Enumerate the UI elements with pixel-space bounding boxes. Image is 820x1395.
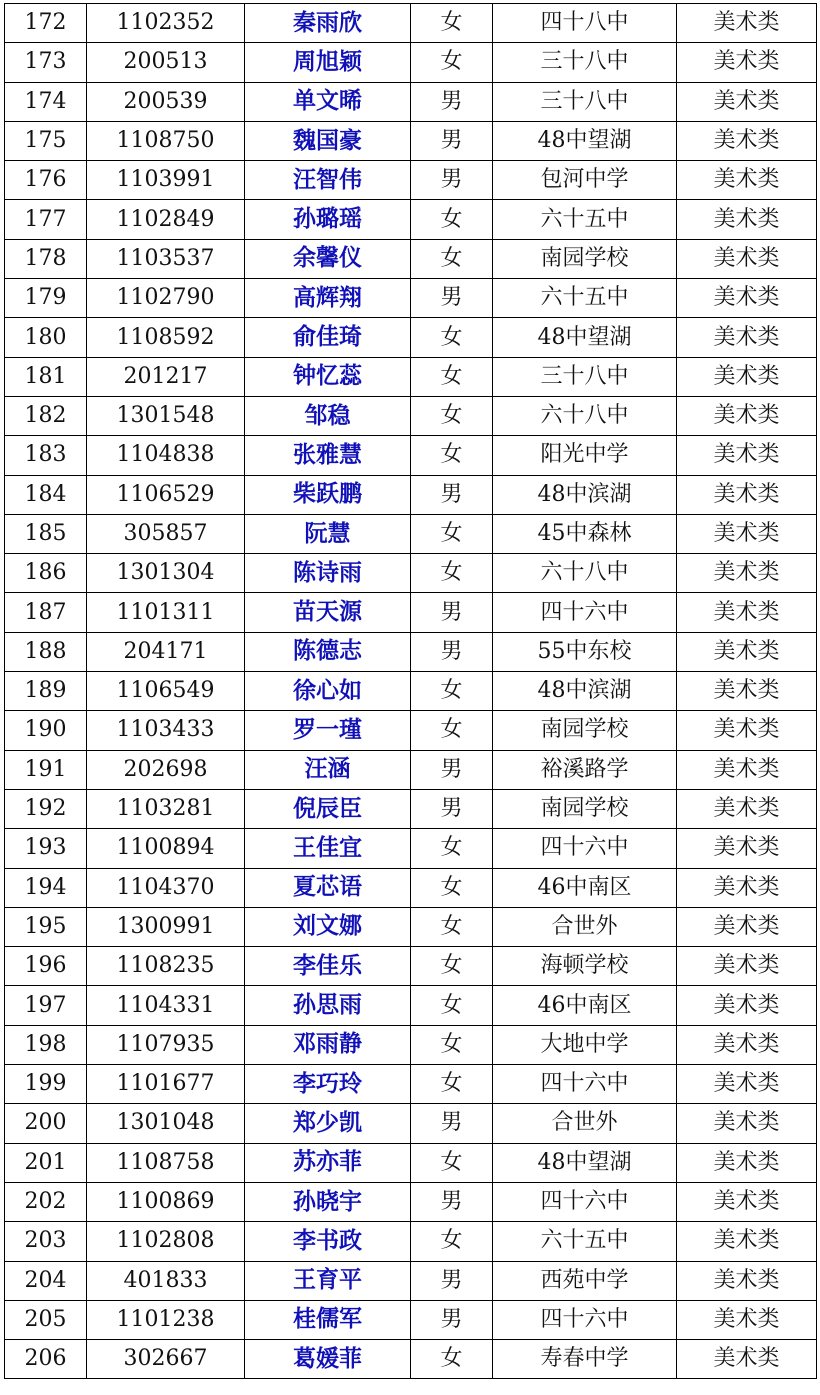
table-row (5, 1104, 817, 1143)
exam-id-cell: 1108758 (87, 1143, 245, 1182)
gender-cell: 女 (411, 1340, 493, 1379)
exam-id-cell: 1101238 (87, 1300, 245, 1339)
table-row (5, 4, 817, 43)
table-row (5, 672, 817, 711)
category-cell: 美术类 (677, 711, 817, 750)
gender-cell: 男 (411, 82, 493, 121)
seq-number-cell: 172 (5, 4, 87, 43)
exam-id-cell: 1102790 (87, 279, 245, 318)
student-name-cell: 魏国豪 (245, 121, 411, 160)
school-cell: 包河中学 (493, 161, 677, 200)
category-cell: 美术类 (677, 514, 817, 553)
school-cell: 西苑中学 (493, 1261, 677, 1300)
exam-id-cell: 1107935 (87, 1025, 245, 1064)
exam-id-cell: 1103991 (87, 161, 245, 200)
table-row (5, 318, 817, 357)
school-cell: 阳光中学 (493, 436, 677, 475)
exam-id-cell: 204171 (87, 632, 245, 671)
gender-cell: 男 (411, 279, 493, 318)
table-row (5, 947, 817, 986)
table-row (5, 868, 817, 907)
exam-id-cell: 1101677 (87, 1065, 245, 1104)
gender-cell: 女 (411, 1025, 493, 1064)
school-cell: 六十八中 (493, 396, 677, 435)
student-name-cell: 柴跃鹏 (245, 475, 411, 514)
school-cell: 六十八中 (493, 554, 677, 593)
school-cell: 六十五中 (493, 279, 677, 318)
category-cell: 美术类 (677, 593, 817, 632)
school-cell: 46中南区 (493, 986, 677, 1025)
student-name-cell: 苗天源 (245, 593, 411, 632)
student-name-cell: 李巧玲 (245, 1065, 411, 1104)
exam-id-cell: 1100869 (87, 1182, 245, 1221)
student-name-cell: 俞佳琦 (245, 318, 411, 357)
category-cell: 美术类 (677, 1143, 817, 1182)
exam-id-cell: 1108592 (87, 318, 245, 357)
category-cell: 美术类 (677, 986, 817, 1025)
school-cell: 48中望湖 (493, 121, 677, 160)
gender-cell: 女 (411, 868, 493, 907)
category-cell: 美术类 (677, 789, 817, 828)
category-cell: 美术类 (677, 672, 817, 711)
seq-number-cell: 191 (5, 750, 87, 789)
seq-number-cell: 186 (5, 554, 87, 593)
gender-cell: 男 (411, 1300, 493, 1339)
student-name-cell: 罗一瑾 (245, 711, 411, 750)
table-row (5, 161, 817, 200)
school-cell: 48中滨湖 (493, 672, 677, 711)
seq-number-cell: 175 (5, 121, 87, 160)
school-cell: 四十八中 (493, 4, 677, 43)
student-name-cell: 汪智伟 (245, 161, 411, 200)
category-cell: 美术类 (677, 1340, 817, 1379)
category-cell: 美术类 (677, 279, 817, 318)
seq-number-cell: 204 (5, 1261, 87, 1300)
table-row (5, 121, 817, 160)
school-cell: 四十六中 (493, 1300, 677, 1339)
gender-cell: 男 (411, 593, 493, 632)
gender-cell: 女 (411, 947, 493, 986)
category-cell: 美术类 (677, 829, 817, 868)
school-cell: 南园学校 (493, 239, 677, 278)
exam-id-cell: 401833 (87, 1261, 245, 1300)
seq-number-cell: 177 (5, 200, 87, 239)
table-row (5, 593, 817, 632)
exam-id-cell: 1104331 (87, 986, 245, 1025)
school-cell: 三十八中 (493, 43, 677, 82)
category-cell: 美术类 (677, 1104, 817, 1143)
table-row (5, 554, 817, 593)
table-row (5, 514, 817, 553)
exam-id-cell: 1106549 (87, 672, 245, 711)
category-cell: 美术类 (677, 907, 817, 946)
seq-number-cell: 185 (5, 514, 87, 553)
gender-cell: 男 (411, 1182, 493, 1221)
seq-number-cell: 199 (5, 1065, 87, 1104)
gender-cell: 男 (411, 1104, 493, 1143)
gender-cell: 女 (411, 711, 493, 750)
exam-id-cell: 1104838 (87, 436, 245, 475)
student-name-cell: 陈诗雨 (245, 554, 411, 593)
table-row (5, 907, 817, 946)
gender-cell: 女 (411, 1065, 493, 1104)
student-name-cell: 夏芯语 (245, 868, 411, 907)
gender-cell: 女 (411, 4, 493, 43)
exam-id-cell: 1103281 (87, 789, 245, 828)
exam-id-cell: 202698 (87, 750, 245, 789)
gender-cell: 女 (411, 554, 493, 593)
category-cell: 美术类 (677, 554, 817, 593)
exam-id-cell: 302667 (87, 1340, 245, 1379)
school-cell: 六十五中 (493, 200, 677, 239)
student-name-cell: 汪涵 (245, 750, 411, 789)
exam-id-cell: 1102849 (87, 200, 245, 239)
seq-number-cell: 203 (5, 1222, 87, 1261)
seq-number-cell: 173 (5, 43, 87, 82)
category-cell: 美术类 (677, 161, 817, 200)
exam-id-cell: 1301048 (87, 1104, 245, 1143)
category-cell: 美术类 (677, 1182, 817, 1221)
table-row (5, 1222, 817, 1261)
table-row (5, 986, 817, 1025)
seq-number-cell: 189 (5, 672, 87, 711)
student-name-cell: 李书政 (245, 1222, 411, 1261)
student-name-cell: 钟忆蕊 (245, 357, 411, 396)
category-cell: 美术类 (677, 947, 817, 986)
school-cell: 48中滨湖 (493, 475, 677, 514)
gender-cell: 女 (411, 396, 493, 435)
student-name-cell: 刘文娜 (245, 907, 411, 946)
seq-number-cell: 205 (5, 1300, 87, 1339)
table-row (5, 1261, 817, 1300)
category-cell: 美术类 (677, 4, 817, 43)
school-cell: 三十八中 (493, 357, 677, 396)
category-cell: 美术类 (677, 396, 817, 435)
student-name-cell: 徐心如 (245, 672, 411, 711)
gender-cell: 女 (411, 907, 493, 946)
seq-number-cell: 198 (5, 1025, 87, 1064)
student-name-cell: 高辉翔 (245, 279, 411, 318)
student-name-cell: 阮慧 (245, 514, 411, 553)
gender-cell: 女 (411, 672, 493, 711)
student-name-cell: 张雅慧 (245, 436, 411, 475)
roster-body (5, 4, 817, 1379)
gender-cell: 男 (411, 161, 493, 200)
school-cell: 海顿学校 (493, 947, 677, 986)
school-cell: 46中南区 (493, 868, 677, 907)
exam-id-cell: 1103537 (87, 239, 245, 278)
gender-cell: 男 (411, 632, 493, 671)
table-row (5, 239, 817, 278)
table-row (5, 829, 817, 868)
exam-id-cell: 1102352 (87, 4, 245, 43)
gender-cell: 女 (411, 318, 493, 357)
seq-number-cell: 188 (5, 632, 87, 671)
category-cell: 美术类 (677, 868, 817, 907)
student-name-cell: 苏亦菲 (245, 1143, 411, 1182)
category-cell: 美术类 (677, 200, 817, 239)
seq-number-cell: 200 (5, 1104, 87, 1143)
school-cell: 裕溪路学 (493, 750, 677, 789)
student-name-cell: 秦雨欣 (245, 4, 411, 43)
exam-id-cell: 1108750 (87, 121, 245, 160)
exam-id-cell: 1106529 (87, 475, 245, 514)
exam-id-cell: 1103433 (87, 711, 245, 750)
exam-id-cell: 200539 (87, 82, 245, 121)
seq-number-cell: 181 (5, 357, 87, 396)
table-row (5, 1025, 817, 1064)
category-cell: 美术类 (677, 121, 817, 160)
table-row (5, 632, 817, 671)
school-cell: 合世外 (493, 1104, 677, 1143)
student-name-cell: 陈德志 (245, 632, 411, 671)
seq-number-cell: 187 (5, 593, 87, 632)
student-name-cell: 孙思雨 (245, 986, 411, 1025)
exam-id-cell: 1301304 (87, 554, 245, 593)
school-cell: 四十六中 (493, 1065, 677, 1104)
seq-number-cell: 192 (5, 789, 87, 828)
table-row (5, 1143, 817, 1182)
student-name-cell: 倪辰臣 (245, 789, 411, 828)
seq-number-cell: 180 (5, 318, 87, 357)
category-cell: 美术类 (677, 1065, 817, 1104)
student-name-cell: 单文晞 (245, 82, 411, 121)
school-cell: 三十八中 (493, 82, 677, 121)
table-row (5, 1065, 817, 1104)
gender-cell: 女 (411, 514, 493, 553)
student-name-cell: 郑少凯 (245, 1104, 411, 1143)
student-roster-table (4, 3, 817, 1379)
seq-number-cell: 206 (5, 1340, 87, 1379)
gender-cell: 女 (411, 357, 493, 396)
seq-number-cell: 196 (5, 947, 87, 986)
table-row (5, 43, 817, 82)
student-name-cell: 周旭颖 (245, 43, 411, 82)
school-cell: 合世外 (493, 907, 677, 946)
table-row (5, 279, 817, 318)
school-cell: 48中望湖 (493, 1143, 677, 1182)
student-name-cell: 孙璐瑶 (245, 200, 411, 239)
student-name-cell: 邹稳 (245, 396, 411, 435)
student-name-cell: 余馨仪 (245, 239, 411, 278)
seq-number-cell: 174 (5, 82, 87, 121)
school-cell: 45中森林 (493, 514, 677, 553)
exam-id-cell: 1300991 (87, 907, 245, 946)
category-cell: 美术类 (677, 1222, 817, 1261)
category-cell: 美术类 (677, 632, 817, 671)
table-row (5, 200, 817, 239)
gender-cell: 女 (411, 200, 493, 239)
table-row (5, 396, 817, 435)
table-row (5, 789, 817, 828)
category-cell: 美术类 (677, 43, 817, 82)
school-cell: 南园学校 (493, 711, 677, 750)
category-cell: 美术类 (677, 1261, 817, 1300)
table-row (5, 357, 817, 396)
seq-number-cell: 182 (5, 396, 87, 435)
table-row (5, 82, 817, 121)
school-cell: 四十六中 (493, 829, 677, 868)
school-cell: 55中东校 (493, 632, 677, 671)
category-cell: 美术类 (677, 436, 817, 475)
seq-number-cell: 193 (5, 829, 87, 868)
school-cell: 南园学校 (493, 789, 677, 828)
category-cell: 美术类 (677, 1300, 817, 1339)
table-row (5, 750, 817, 789)
category-cell: 美术类 (677, 1025, 817, 1064)
school-cell: 四十六中 (493, 1182, 677, 1221)
exam-id-cell: 1100894 (87, 829, 245, 868)
gender-cell: 男 (411, 750, 493, 789)
seq-number-cell: 179 (5, 279, 87, 318)
seq-number-cell: 201 (5, 1143, 87, 1182)
seq-number-cell: 202 (5, 1182, 87, 1221)
student-name-cell: 葛媛菲 (245, 1340, 411, 1379)
student-name-cell: 王育平 (245, 1261, 411, 1300)
student-name-cell: 桂儒军 (245, 1300, 411, 1339)
table-row (5, 1182, 817, 1221)
gender-cell: 女 (411, 829, 493, 868)
exam-id-cell: 201217 (87, 357, 245, 396)
table-row (5, 1300, 817, 1339)
seq-number-cell: 195 (5, 907, 87, 946)
category-cell: 美术类 (677, 750, 817, 789)
student-name-cell: 邓雨静 (245, 1025, 411, 1064)
seq-number-cell: 178 (5, 239, 87, 278)
gender-cell: 男 (411, 121, 493, 160)
gender-cell: 男 (411, 475, 493, 514)
school-cell: 四十六中 (493, 593, 677, 632)
exam-id-cell: 1301548 (87, 396, 245, 435)
seq-number-cell: 190 (5, 711, 87, 750)
exam-id-cell: 1101311 (87, 593, 245, 632)
gender-cell: 男 (411, 789, 493, 828)
gender-cell: 男 (411, 1261, 493, 1300)
gender-cell: 女 (411, 1143, 493, 1182)
student-name-cell: 王佳宜 (245, 829, 411, 868)
category-cell: 美术类 (677, 82, 817, 121)
gender-cell: 女 (411, 436, 493, 475)
exam-id-cell: 1102808 (87, 1222, 245, 1261)
seq-number-cell: 176 (5, 161, 87, 200)
category-cell: 美术类 (677, 475, 817, 514)
table-row (5, 475, 817, 514)
exam-id-cell: 1104370 (87, 868, 245, 907)
school-cell: 六十五中 (493, 1222, 677, 1261)
seq-number-cell: 194 (5, 868, 87, 907)
gender-cell: 女 (411, 986, 493, 1025)
category-cell: 美术类 (677, 357, 817, 396)
category-cell: 美术类 (677, 239, 817, 278)
student-name-cell: 李佳乐 (245, 947, 411, 986)
school-cell: 48中望湖 (493, 318, 677, 357)
table-row (5, 1340, 817, 1379)
gender-cell: 女 (411, 239, 493, 278)
school-cell: 寿春中学 (493, 1340, 677, 1379)
exam-id-cell: 1108235 (87, 947, 245, 986)
gender-cell: 女 (411, 43, 493, 82)
student-name-cell: 孙晓宇 (245, 1182, 411, 1221)
exam-id-cell: 305857 (87, 514, 245, 553)
table-row (5, 436, 817, 475)
exam-id-cell: 200513 (87, 43, 245, 82)
school-cell: 大地中学 (493, 1025, 677, 1064)
seq-number-cell: 183 (5, 436, 87, 475)
seq-number-cell: 184 (5, 475, 87, 514)
category-cell: 美术类 (677, 318, 817, 357)
gender-cell: 女 (411, 1222, 493, 1261)
table-row (5, 711, 817, 750)
seq-number-cell: 197 (5, 986, 87, 1025)
